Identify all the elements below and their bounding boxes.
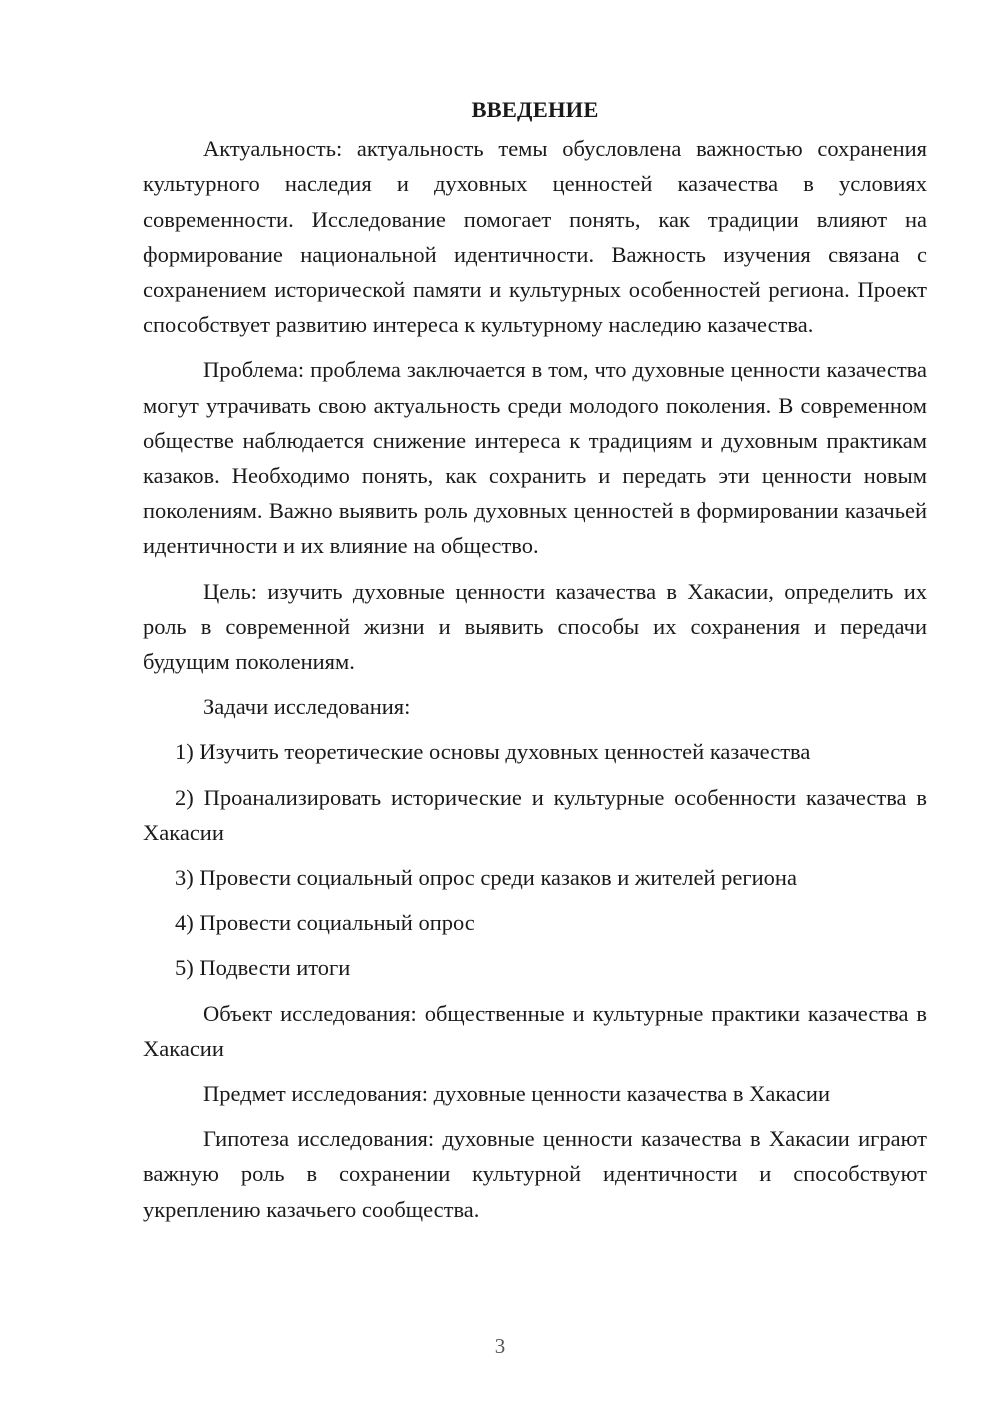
document-page bbox=[143, 92, 927, 1237]
object-paragraph: Объект исследования: общественные и культурные практики казачества в Хакасии bbox=[143, 1000, 927, 1061]
subject-paragraph: Предмет исследования: духовные ценности казачества в Хакасии bbox=[203, 1081, 831, 1107]
task-item-2: 2) Проанализировать исторические и культурные особенности казачества в Хакасии bbox=[143, 784, 927, 845]
task-item-1: 1) Изучить теоретические основы духовных ценностей казачества bbox=[175, 739, 811, 765]
page-number: 3 bbox=[494, 1334, 506, 1358]
tasks-list bbox=[143, 734, 927, 985]
problem-paragraph: Проблема: проблема заключается в том, что духовные ценности казачества могут утрачивать свою актуальность среди молодого поколения. В современном обществе наблюдается снижение интереса к традициям и духовным практикам казаков. Необходимо понять, как сохранить и передать эти ценности новым поколениям. Важно выявить роль духовных ценностей в формировании казачьей идентичности и их влияние на общество. bbox=[143, 357, 927, 559]
relevance-paragraph: Актуальность: актуальность темы обусловлена важностью сохранения культурного наследия и духовных ценностей казачества в условиях современности. Исследование помогает понять, как традиции влияют на формирование национальной идентичности. Важность изучения связана с сохранением исторической памяти и культурных особенностей региона. Проект способствует развитию интереса к культурному наследию казачества. bbox=[143, 136, 927, 338]
task-item-5: 5) Подвести итоги bbox=[175, 955, 351, 981]
tasks-heading: Задачи исследования: bbox=[203, 694, 411, 720]
task-item-3: 3) Провести социальный опрос среди казаков и жителей региона bbox=[175, 865, 797, 891]
page-title: ВВЕДЕНИЕ bbox=[471, 97, 599, 122]
task-item-4: 4) Провести социальный опрос bbox=[175, 910, 475, 936]
hypothesis-paragraph: Гипотеза исследования: духовные ценности казачества в Хакасии играют важную роль в сохранении культурной идентичности и способствуют укреплению казачьего сообщества. bbox=[143, 1126, 927, 1222]
goal-paragraph: Цель: изучить духовные ценности казачества в Хакасии, определить их роль в современной жизни и выявить способы их сохранения и передачи будущим поколениям. bbox=[143, 578, 927, 675]
